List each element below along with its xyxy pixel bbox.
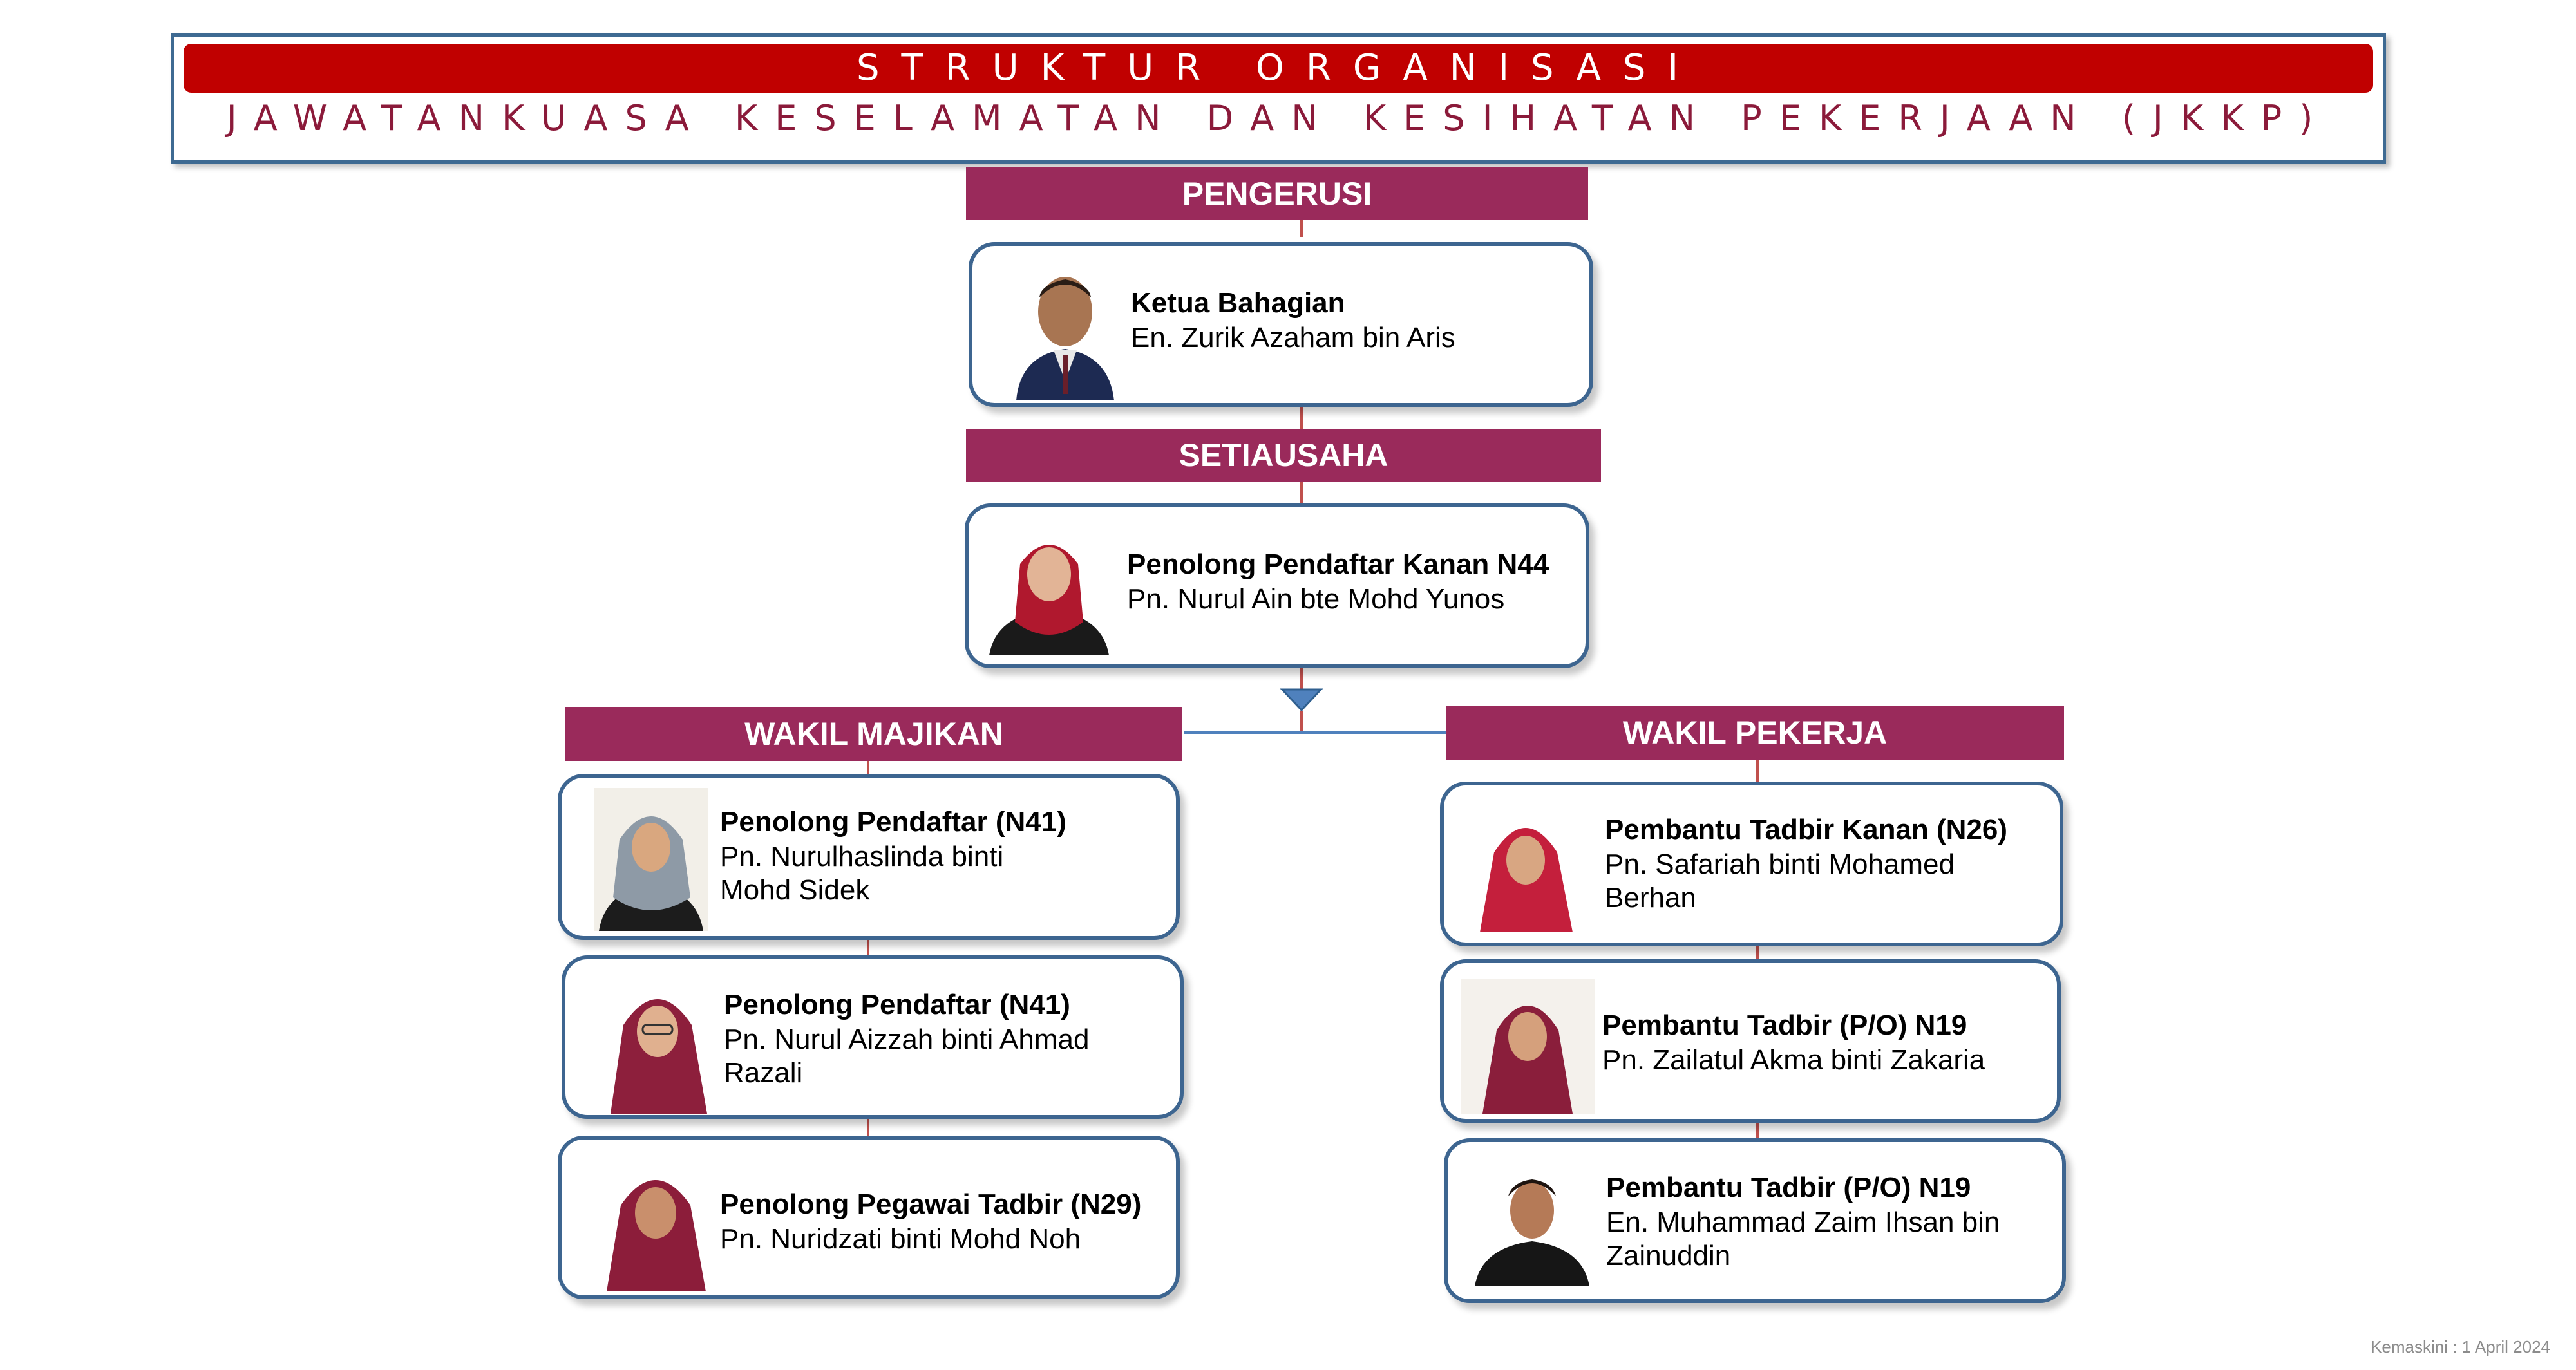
connector-line (1300, 482, 1303, 505)
person-photo-icon (1461, 979, 1595, 1114)
member-name: Pn. Safariah binti Mohamed (1605, 849, 1955, 880)
connector-line (1756, 1123, 1759, 1138)
person-photo-icon (598, 973, 717, 1114)
employer-member-card-2 (562, 955, 1184, 1119)
secretary-role: Penolong Pendaftar Kanan N44 (1127, 549, 1549, 580)
member-role: Penolong Pendaftar (N41) (724, 989, 1070, 1020)
connector-line (1300, 219, 1303, 237)
connector-line (1756, 946, 1759, 959)
connector-line (867, 1119, 869, 1136)
employee-member-card-1 (1440, 782, 2063, 946)
chairman-name: En. Zurik Azaham bin Aris (1131, 322, 1455, 353)
person-photo-icon (1468, 1158, 1596, 1286)
member-role: Penolong Pendaftar (N41) (720, 806, 1066, 838)
member-name: Zainuddin (1606, 1240, 1731, 1271)
person-photo-icon (594, 788, 708, 931)
employer-member-card-1 (558, 774, 1180, 940)
page-subtitle: JAWATANKUASA KESELAMATAN DAN KESIHATAN PEKERJAAN (JKKP) (226, 98, 2331, 138)
section-label-employee-rep: WAKIL PEKERJA (1446, 706, 2064, 760)
member-name: Pn. Zailatul Akma binti Zakaria (1602, 1044, 1985, 1076)
chairman-card (969, 242, 1593, 407)
member-name: En. Muhammad Zaim Ihsan bin (1606, 1206, 2000, 1238)
member-name: Razali (724, 1057, 803, 1089)
member-name: Pn. Nuridzati binti Mohd Noh (720, 1223, 1081, 1255)
person-photo-icon (594, 1154, 717, 1291)
member-role: Pembantu Tadbir (P/O) N19 (1606, 1172, 1971, 1203)
member-name: Pn. Nurul Aizzah binti Ahmad (724, 1024, 1090, 1055)
section-label-employer-rep: WAKIL MAJIKAN (565, 707, 1182, 761)
connector-line (1300, 668, 1303, 690)
employee-member-card-2 (1440, 959, 2061, 1123)
last-updated-label: Kemaskini : 1 April 2024 (2371, 1337, 2550, 1356)
member-name: Pn. Nurulhaslinda binti (720, 841, 1004, 872)
connector-line (1756, 758, 1759, 782)
connector-line (867, 760, 869, 775)
secretary-card (965, 503, 1589, 668)
member-role: Pembantu Tadbir Kanan (N26) (1605, 814, 2008, 845)
page-title: STRUKTUR ORGANISASI (857, 47, 1700, 89)
connector-line (867, 940, 869, 955)
person-photo-icon (1472, 803, 1579, 932)
employer-member-card-3 (558, 1136, 1180, 1299)
arrow-down-icon (1280, 688, 1323, 712)
member-role: Pembantu Tadbir (P/O) N19 (1602, 1009, 1967, 1041)
secretary-name: Pn. Nurul Ain bte Mohd Yunos (1127, 583, 1505, 615)
person-photo-icon (1007, 252, 1122, 400)
person-photo-icon (983, 519, 1115, 655)
member-role: Penolong Pegawai Tadbir (N29) (720, 1188, 1142, 1220)
section-label-chairman: PENGERUSI (966, 167, 1588, 220)
section-label-secretary: SETIAUSAHA (966, 429, 1601, 482)
connector-line (1300, 711, 1303, 734)
chairman-role: Ketua Bahagian (1131, 287, 1345, 319)
employee-member-card-3 (1444, 1138, 2066, 1303)
connector-line (1184, 731, 1448, 734)
member-name: Berhan (1605, 882, 1696, 914)
member-name: Mohd Sidek (720, 874, 870, 906)
